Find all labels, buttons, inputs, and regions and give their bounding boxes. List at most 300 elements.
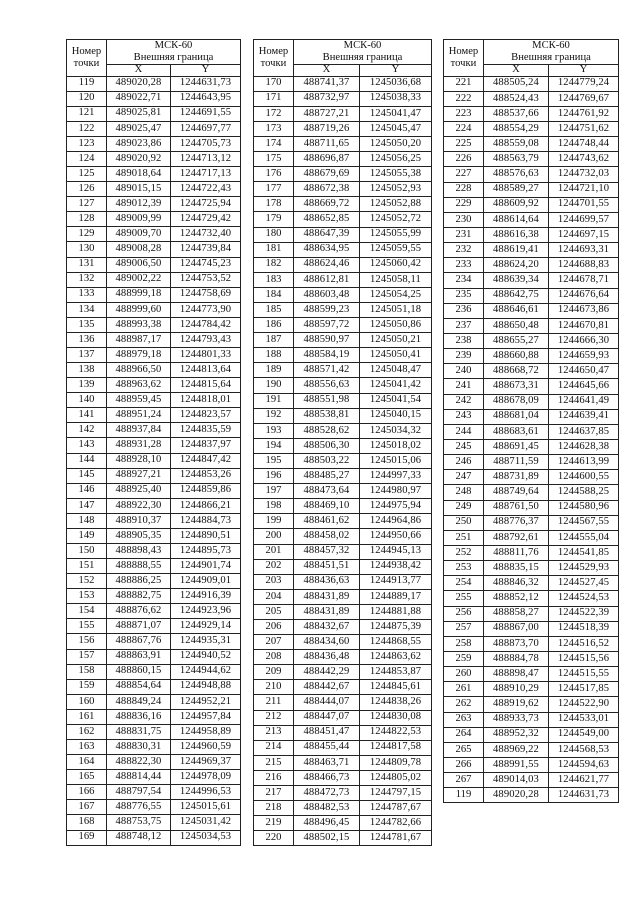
- point-number-header: [444, 40, 484, 77]
- x-coordinate-cell: 488502,15: [294, 831, 360, 846]
- x-coordinate-cell: 488792,61: [484, 530, 549, 545]
- y-coordinate-cell: 1244721,10: [549, 182, 619, 197]
- point-number-cell: 129: [67, 227, 107, 242]
- table-row: [254, 604, 432, 619]
- y-coordinate-cell: 1245040,15: [360, 408, 432, 423]
- x-coordinate-cell: 488599,23: [294, 303, 360, 318]
- table-row: [444, 682, 619, 697]
- table-row: [254, 453, 432, 468]
- x-coordinate-cell: 488873,70: [484, 636, 549, 651]
- x-coordinate-cell: 488876,62: [107, 604, 171, 619]
- y-coordinate-cell: 1244670,81: [549, 318, 619, 333]
- point-number-cell: 157: [67, 649, 107, 664]
- table-row: [67, 815, 241, 830]
- x-coordinate-cell: 488884,78: [484, 651, 549, 666]
- point-number-cell: 135: [67, 317, 107, 332]
- table-row: [444, 303, 619, 318]
- y-coordinate-cell: 1244813,64: [171, 363, 241, 378]
- table-row: [444, 106, 619, 121]
- y-coordinate-cell: 1244732,03: [549, 167, 619, 182]
- point-number-cell: 203: [254, 574, 294, 589]
- table-row: [67, 167, 241, 182]
- x-coordinate-cell: 488963,62: [107, 378, 171, 393]
- table-row: [67, 634, 241, 649]
- point-number-cell: 170: [254, 76, 294, 91]
- table-row: [444, 651, 619, 666]
- y-coordinate-cell: 1244691,55: [171, 106, 241, 121]
- point-number-cell: 266: [444, 757, 484, 772]
- y-coordinate-cell: 1244853,26: [171, 468, 241, 483]
- point-number-cell: 224: [444, 122, 484, 137]
- point-number-cell: 191: [254, 393, 294, 408]
- y-coordinate-cell: 1244517,85: [549, 682, 619, 697]
- point-number-cell: 234: [444, 273, 484, 288]
- y-coordinate-cell: 1244732,40: [171, 227, 241, 242]
- point-number-cell: 146: [67, 483, 107, 498]
- point-number-cell: 214: [254, 740, 294, 755]
- x-coordinate-cell: 488624,20: [484, 258, 549, 273]
- table-row: [67, 393, 241, 408]
- table-row: [254, 786, 432, 801]
- y-coordinate-cell: 1244809,78: [360, 755, 432, 770]
- x-coordinate-cell: 488683,61: [484, 424, 549, 439]
- x-coordinate-cell: 488673,31: [484, 379, 549, 394]
- point-number-cell: 202: [254, 559, 294, 574]
- point-number-cell: 185: [254, 303, 294, 318]
- x-coordinate-cell: 488691,45: [484, 439, 549, 454]
- y-coordinate-cell: 1244645,66: [549, 379, 619, 394]
- table-row: [444, 258, 619, 273]
- table-row: [67, 544, 241, 559]
- table-row: [444, 243, 619, 258]
- y-coordinate-cell: 1244600,55: [549, 470, 619, 485]
- point-number-cell: 161: [67, 709, 107, 724]
- table-row: [254, 318, 432, 333]
- y-coordinate-cell: 1244739,84: [171, 242, 241, 257]
- y-coordinate-cell: 1244935,31: [171, 634, 241, 649]
- x-coordinate-cell: 489022,71: [107, 91, 171, 106]
- y-coordinate-cell: 1244650,47: [549, 364, 619, 379]
- point-number-label-1: Номер: [71, 45, 102, 57]
- table-row: [254, 197, 432, 212]
- point-number-label-2: точки: [450, 57, 477, 69]
- table-row: [67, 604, 241, 619]
- x-coordinate-cell: 488556,63: [294, 378, 360, 393]
- y-coordinate-cell: 1244515,56: [549, 651, 619, 666]
- table-row: [67, 121, 241, 136]
- point-number-cell: 194: [254, 438, 294, 453]
- y-coordinate-cell: 1245052,88: [360, 197, 432, 212]
- y-coordinate-cell: 1244594,63: [549, 757, 619, 772]
- table-row: [444, 530, 619, 545]
- y-coordinate-cell: 1244678,71: [549, 273, 619, 288]
- point-number-cell: 164: [67, 755, 107, 770]
- x-coordinate-cell: 488672,38: [294, 182, 360, 197]
- y-coordinate-cell: 1244845,61: [360, 680, 432, 695]
- x-coordinate-cell: 488650,48: [484, 318, 549, 333]
- point-number-cell: 147: [67, 498, 107, 513]
- table-row: [67, 106, 241, 121]
- y-coordinate-cell: 1244881,88: [360, 604, 432, 619]
- point-number-cell: 123: [67, 136, 107, 151]
- table-row: [254, 710, 432, 725]
- y-coordinate-cell: 1244853,87: [360, 665, 432, 680]
- y-coordinate-cell: 1245034,53: [171, 830, 241, 845]
- table-row: [254, 348, 432, 363]
- x-coordinate-cell: 488849,24: [107, 694, 171, 709]
- x-coordinate-cell: 488711,65: [294, 136, 360, 151]
- table-row: [67, 724, 241, 739]
- point-number-cell: 148: [67, 513, 107, 528]
- x-coordinate-cell: 488647,39: [294, 227, 360, 242]
- point-number-cell: 122: [67, 121, 107, 136]
- point-number-cell: 261: [444, 682, 484, 697]
- table-row: [67, 438, 241, 453]
- y-coordinate-cell: 1244784,42: [171, 317, 241, 332]
- point-number-cell: 241: [444, 379, 484, 394]
- x-coordinate-cell: 488524,43: [484, 91, 549, 106]
- y-coordinate-cell: 1244641,49: [549, 394, 619, 409]
- y-coordinate-cell: 1244964,86: [360, 514, 432, 529]
- y-coordinate-cell: 1245052,93: [360, 182, 432, 197]
- y-coordinate-cell: 1244705,73: [171, 136, 241, 151]
- y-coordinate-cell: 1244929,14: [171, 619, 241, 634]
- x-coordinate-cell: 488668,72: [484, 364, 549, 379]
- point-number-cell: 127: [67, 197, 107, 212]
- table-row: [254, 574, 432, 589]
- y-coordinate-cell: 1245034,32: [360, 423, 432, 438]
- x-coordinate-cell: 488814,44: [107, 770, 171, 785]
- table-row: [67, 785, 241, 800]
- table-row: [67, 679, 241, 694]
- point-number-label-1: Номер: [258, 45, 289, 57]
- x-coordinate-cell: 488455,44: [294, 740, 360, 755]
- table-row: [67, 513, 241, 528]
- x-coordinate-cell: 488431,89: [294, 604, 360, 619]
- y-coordinate-cell: 1244958,89: [171, 724, 241, 739]
- y-coordinate-cell: 1245045,47: [360, 121, 432, 136]
- table-row: [67, 76, 241, 91]
- y-axis-header: Y: [171, 65, 241, 77]
- x-coordinate-cell: 488905,35: [107, 528, 171, 543]
- point-number-cell: 237: [444, 318, 484, 333]
- y-coordinate-cell: 1245015,61: [171, 800, 241, 815]
- y-coordinate-cell: 1244960,59: [171, 740, 241, 755]
- table-row: [67, 453, 241, 468]
- x-coordinate-cell: 488482,53: [294, 801, 360, 816]
- x-coordinate-cell: 488831,75: [107, 724, 171, 739]
- x-coordinate-cell: 488852,12: [484, 591, 549, 606]
- table-row: [254, 227, 432, 242]
- table-row: [67, 272, 241, 287]
- y-coordinate-cell: 1244875,39: [360, 619, 432, 634]
- point-number-cell: 260: [444, 667, 484, 682]
- y-coordinate-cell: 1245059,55: [360, 242, 432, 257]
- point-number-cell: 228: [444, 182, 484, 197]
- y-coordinate-cell: 1244815,64: [171, 378, 241, 393]
- x-coordinate-cell: 488732,97: [294, 91, 360, 106]
- table-row: [67, 528, 241, 543]
- y-coordinate-cell: 1245041,54: [360, 393, 432, 408]
- x-coordinate-cell: 488854,64: [107, 679, 171, 694]
- point-number-cell: 153: [67, 589, 107, 604]
- x-coordinate-cell: 488652,85: [294, 212, 360, 227]
- y-coordinate-cell: 1244895,73: [171, 544, 241, 559]
- table-row: [444, 197, 619, 212]
- x-coordinate-cell: 488646,61: [484, 303, 549, 318]
- y-coordinate-cell: 1244613,99: [549, 455, 619, 470]
- y-coordinate-cell: 1245058,11: [360, 272, 432, 287]
- x-coordinate-cell: 488836,16: [107, 709, 171, 724]
- y-coordinate-cell: 1244522,90: [549, 697, 619, 712]
- point-number-cell: 254: [444, 576, 484, 591]
- x-coordinate-cell: 488711,59: [484, 455, 549, 470]
- x-coordinate-cell: 488451,51: [294, 559, 360, 574]
- y-coordinate-cell: 1244588,25: [549, 485, 619, 500]
- x-coordinate-cell: 488927,21: [107, 468, 171, 483]
- y-coordinate-cell: 1245060,42: [360, 257, 432, 272]
- table-row: [254, 816, 432, 831]
- coordinate-system-label: МСК-60: [343, 40, 382, 51]
- point-number-cell: 142: [67, 423, 107, 438]
- x-coordinate-cell: 488584,19: [294, 348, 360, 363]
- table-row: [67, 770, 241, 785]
- y-coordinate-cell: 1245041,47: [360, 106, 432, 121]
- x-coordinate-cell: 488505,24: [484, 76, 549, 91]
- point-number-cell: 205: [254, 604, 294, 619]
- table-row: [67, 136, 241, 151]
- y-coordinate-cell: 1244801,33: [171, 348, 241, 363]
- y-coordinate-cell: 1244713,12: [171, 151, 241, 166]
- x-coordinate-cell: 488609,92: [484, 197, 549, 212]
- x-coordinate-cell: 488898,43: [107, 544, 171, 559]
- x-coordinate-cell: 488559,08: [484, 137, 549, 152]
- table-row: [254, 589, 432, 604]
- x-coordinate-cell: 488822,30: [107, 755, 171, 770]
- point-number-cell: 250: [444, 515, 484, 530]
- point-number-cell: 183: [254, 272, 294, 287]
- point-number-cell: 256: [444, 606, 484, 621]
- point-number-cell: 187: [254, 333, 294, 348]
- x-coordinate-cell: 488741,37: [294, 76, 360, 91]
- point-number-cell: 267: [444, 773, 484, 788]
- table-row: [254, 740, 432, 755]
- point-number-cell: 248: [444, 485, 484, 500]
- y-coordinate-cell: 1245015,06: [360, 453, 432, 468]
- x-coordinate-cell: 488451,47: [294, 725, 360, 740]
- x-coordinate-cell: 488993,38: [107, 317, 171, 332]
- x-coordinate-cell: 488696,87: [294, 152, 360, 167]
- y-coordinate-cell: 1244916,39: [171, 589, 241, 604]
- table-row: [67, 574, 241, 589]
- point-number-cell: 169: [67, 830, 107, 845]
- point-number-cell: 235: [444, 288, 484, 303]
- y-coordinate-cell: 1244541,85: [549, 545, 619, 560]
- point-number-cell: 236: [444, 303, 484, 318]
- point-number-cell: 140: [67, 393, 107, 408]
- table-row: [67, 151, 241, 166]
- point-number-cell: 165: [67, 770, 107, 785]
- y-coordinate-cell: 1245055,38: [360, 167, 432, 182]
- point-number-cell: 259: [444, 651, 484, 666]
- x-coordinate-cell: 488858,27: [484, 606, 549, 621]
- x-coordinate-cell: 488642,75: [484, 288, 549, 303]
- x-coordinate-cell: 488797,54: [107, 785, 171, 800]
- point-number-cell: 233: [444, 258, 484, 273]
- x-coordinate-cell: 488860,15: [107, 664, 171, 679]
- point-number-cell: 212: [254, 710, 294, 725]
- y-coordinate-cell: 1245036,68: [360, 76, 432, 91]
- x-coordinate-cell: 488571,42: [294, 363, 360, 378]
- y-coordinate-cell: 1244978,09: [171, 770, 241, 785]
- point-number-cell: 159: [67, 679, 107, 694]
- x-coordinate-cell: 488749,64: [484, 485, 549, 500]
- table-row: [254, 529, 432, 544]
- x-coordinate-cell: 488835,15: [484, 561, 549, 576]
- point-number-cell: 243: [444, 409, 484, 424]
- y-coordinate-cell: 1244659,93: [549, 349, 619, 364]
- point-number-cell: 125: [67, 167, 107, 182]
- y-coordinate-cell: 1244522,39: [549, 606, 619, 621]
- y-coordinate-cell: 1244847,42: [171, 453, 241, 468]
- table-row: [254, 182, 432, 197]
- x-coordinate-cell: 488506,30: [294, 438, 360, 453]
- point-number-cell: 168: [67, 815, 107, 830]
- x-coordinate-cell: 488731,89: [484, 470, 549, 485]
- x-coordinate-cell: 489014,03: [484, 773, 549, 788]
- y-coordinate-cell: 1244580,96: [549, 500, 619, 515]
- table-row: [444, 228, 619, 243]
- point-number-cell: 217: [254, 786, 294, 801]
- y-coordinate-cell: 1244980,97: [360, 484, 432, 499]
- x-coordinate-cell: 488457,32: [294, 544, 360, 559]
- coordinates-table-3: [443, 39, 619, 803]
- point-number-cell: 252: [444, 545, 484, 560]
- y-coordinate-cell: 1244693,31: [549, 243, 619, 258]
- x-coordinate-cell: 488634,95: [294, 242, 360, 257]
- table-row: [254, 544, 432, 559]
- table-row: [444, 591, 619, 606]
- table-row: [444, 485, 619, 500]
- point-number-label-1: Номер: [448, 45, 479, 57]
- x-coordinate-cell: 488442,29: [294, 665, 360, 680]
- table-row: [444, 333, 619, 348]
- point-number-cell: 213: [254, 725, 294, 740]
- x-coordinate-cell: 489015,15: [107, 182, 171, 197]
- table-row: [254, 831, 432, 846]
- point-number-label-2: точки: [73, 57, 100, 69]
- y-coordinate-cell: 1245048,47: [360, 363, 432, 378]
- point-number-cell: 155: [67, 619, 107, 634]
- coordinates-table-2: [253, 39, 432, 846]
- x-coordinate-cell: 488444,07: [294, 695, 360, 710]
- x-coordinate-cell: 489008,28: [107, 242, 171, 257]
- y-coordinate-cell: 1245050,86: [360, 318, 432, 333]
- x-coordinate-cell: 489018,64: [107, 167, 171, 182]
- x-coordinate-cell: 488655,27: [484, 333, 549, 348]
- point-number-cell: 190: [254, 378, 294, 393]
- table-row: [444, 364, 619, 379]
- y-coordinate-cell: 1244938,42: [360, 559, 432, 574]
- y-coordinate-cell: 1244945,13: [360, 544, 432, 559]
- x-coordinate-cell: 488919,62: [484, 697, 549, 712]
- table-row: [444, 621, 619, 636]
- table-row: [254, 801, 432, 816]
- x-coordinate-cell: 488603,48: [294, 287, 360, 302]
- point-number-cell: 263: [444, 712, 484, 727]
- table-row: [67, 740, 241, 755]
- y-coordinate-cell: 1245031,42: [171, 815, 241, 830]
- x-coordinate-cell: 488910,29: [484, 682, 549, 697]
- y-coordinate-cell: 1244773,90: [171, 302, 241, 317]
- point-number-cell: 198: [254, 499, 294, 514]
- table-row: [67, 408, 241, 423]
- x-coordinate-cell: 488922,30: [107, 498, 171, 513]
- x-coordinate-cell: 488442,67: [294, 680, 360, 695]
- table-row: [254, 393, 432, 408]
- point-number-cell: 152: [67, 574, 107, 589]
- point-number-cell: 177: [254, 182, 294, 197]
- table-row: [254, 484, 432, 499]
- x-coordinate-cell: 488888,55: [107, 559, 171, 574]
- x-coordinate-cell: 488485,27: [294, 469, 360, 484]
- table-row: [444, 379, 619, 394]
- point-number-cell: 265: [444, 742, 484, 757]
- y-coordinate-cell: 1244863,62: [360, 650, 432, 665]
- table-row: [254, 469, 432, 484]
- table-row: [444, 500, 619, 515]
- x-coordinate-cell: 488867,76: [107, 634, 171, 649]
- table-row: [444, 212, 619, 227]
- x-coordinate-cell: 488991,55: [484, 757, 549, 772]
- x-coordinate-cell: 489023,86: [107, 136, 171, 151]
- y-coordinate-cell: 1244950,66: [360, 529, 432, 544]
- point-number-cell: 144: [67, 453, 107, 468]
- point-number-cell: 149: [67, 528, 107, 543]
- y-coordinate-cell: 1244745,23: [171, 257, 241, 272]
- table-row: [444, 167, 619, 182]
- y-coordinate-cell: 1244830,08: [360, 710, 432, 725]
- x-coordinate-cell: 488597,72: [294, 318, 360, 333]
- point-number-cell: 196: [254, 469, 294, 484]
- y-coordinate-cell: 1244639,41: [549, 409, 619, 424]
- table-row: [444, 76, 619, 91]
- point-number-cell: 223: [444, 106, 484, 121]
- x-coordinate-cell: 488910,37: [107, 513, 171, 528]
- y-coordinate-cell: 1244568,53: [549, 742, 619, 757]
- table-row: [67, 694, 241, 709]
- point-number-cell: 151: [67, 559, 107, 574]
- y-coordinate-cell: 1244884,73: [171, 513, 241, 528]
- y-coordinate-cell: 1244673,86: [549, 303, 619, 318]
- y-coordinate-cell: 1244637,85: [549, 424, 619, 439]
- point-number-cell: 200: [254, 529, 294, 544]
- y-coordinate-cell: 1244969,37: [171, 755, 241, 770]
- y-coordinate-cell: 1244890,51: [171, 528, 241, 543]
- point-number-cell: 134: [67, 302, 107, 317]
- point-number-cell: 158: [67, 664, 107, 679]
- y-coordinate-cell: 1244823,57: [171, 408, 241, 423]
- point-number-cell: 242: [444, 394, 484, 409]
- table-row: [67, 423, 241, 438]
- y-coordinate-cell: 1245051,18: [360, 303, 432, 318]
- y-coordinate-cell: 1245050,20: [360, 136, 432, 151]
- point-number-cell: 119: [67, 76, 107, 91]
- table-row: [254, 635, 432, 650]
- coordinate-system-header: [294, 40, 432, 65]
- x-coordinate-cell: 489020,92: [107, 151, 171, 166]
- x-coordinate-cell: 488432,67: [294, 619, 360, 634]
